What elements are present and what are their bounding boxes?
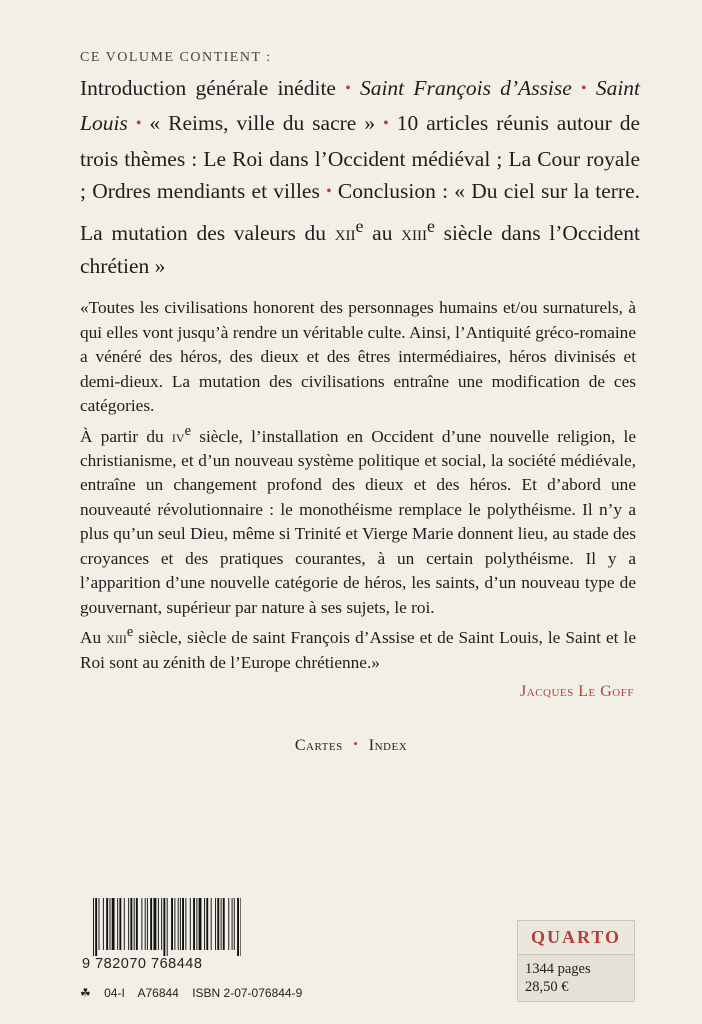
barcode-bar <box>211 898 212 950</box>
barcode-bar <box>119 898 121 950</box>
barcode-bar <box>171 898 173 950</box>
barcode-bar <box>221 898 222 950</box>
quote-author: Jacques Le Goff <box>520 683 634 700</box>
contents-list <box>80 72 640 282</box>
feature-index: Index <box>368 737 408 754</box>
barcode <box>93 898 241 956</box>
barcode-bar <box>95 898 97 956</box>
barcode-bar <box>130 898 132 950</box>
barcode-bar <box>199 898 202 950</box>
barcode-bar <box>103 898 104 950</box>
quarto-box <box>517 920 635 1002</box>
bullet-icon: • <box>581 80 587 97</box>
barcode-bar <box>237 898 239 956</box>
barcode-bar <box>240 898 241 956</box>
collection-label: QUARTO <box>518 921 634 955</box>
feature-maps: Cartes <box>294 737 343 754</box>
barcode-bar <box>145 898 146 950</box>
barcode-bar <box>223 898 225 950</box>
bullet-icon: • <box>135 115 142 133</box>
barcode-bar <box>112 898 115 950</box>
bullet-icon: • <box>383 115 389 133</box>
barcode-bar <box>134 898 135 950</box>
code-1: 04-I <box>104 986 125 1000</box>
page-count: 1344 pages <box>525 961 591 977</box>
contents-header: CE VOLUME CONTIENT : <box>80 50 272 65</box>
bullet-icon: • <box>345 80 351 97</box>
barcode-bar <box>217 898 219 950</box>
barcode-bar <box>204 898 205 950</box>
barcode-bar <box>182 898 184 950</box>
contents-saint-louis: Saint Louis <box>80 76 641 136</box>
barcode-bar <box>163 898 165 956</box>
barcode-bar <box>190 898 191 950</box>
barcode-bar <box>106 898 108 950</box>
barcode-bar <box>174 898 175 950</box>
barcode-bar <box>167 898 168 956</box>
barcode-bar <box>180 898 181 950</box>
contents-articles: 10 articles réunis autour de trois thèmes : Le Roi dans l’Occident médiéval ; La Cour royale ; Ordres mendiants et villes <box>80 111 641 203</box>
barcode-bar <box>206 898 208 950</box>
barcode-bar <box>215 898 216 950</box>
quote-paragraph-3: Au xiii$^e$ siècle, siècle de saint François d’Assise et de Saint Louis, le Saint et le Roi sont au zénith de l’Europe chrétienne.» <box>80 624 636 672</box>
barcode-bar <box>178 898 179 950</box>
barcode-bar <box>150 898 152 950</box>
barcode-bar <box>128 898 129 950</box>
contents-reims: « Reims, ville du sacre » <box>149 111 376 136</box>
barcode-bar <box>196 898 197 950</box>
barcode-number: 9 782070 768448 <box>82 956 203 972</box>
barcode-bar <box>185 898 186 950</box>
isbn-number: ISBN 2-07-076844-9 <box>192 986 303 1000</box>
bullet-icon: • <box>353 736 359 751</box>
barcode-bar <box>234 898 235 950</box>
barcode-bar <box>136 898 138 950</box>
barcode-bar <box>99 898 100 950</box>
features-line <box>0 737 702 755</box>
barcode-bar <box>232 898 233 950</box>
barcode-bar <box>93 898 94 956</box>
barcode-bar <box>228 898 229 950</box>
barcode-bar <box>161 898 162 950</box>
quote-paragraph-1: «Toutes les civilisations honorent des personnages humains et/ou surnaturels, à qui elles vont jusqu’à rendre un véritable culte. Ainsi, l’Antiquité gréco-romaine a vénéré des héros, des dieux et des êtres intermédiaires, héros divinisés et demi-dieux. La mutation des civilisations entraîne une modification de ces catégories. <box>80 298 636 415</box>
barcode-bar <box>141 898 142 950</box>
barcode-bar <box>124 898 125 950</box>
barcode-bar <box>110 898 111 950</box>
contents-saint-francois: Saint François d’Assise <box>359 76 572 100</box>
contents-conclusion: Conclusion : « Du ciel sur la terre. La mutation des valeurs du xii$^e$ au xiii$^e$ siècle dans l’Occident chrétien » <box>80 178 641 278</box>
bullet-icon: • <box>326 182 332 200</box>
barcode-bar <box>193 898 195 950</box>
isbn-line <box>80 986 312 1000</box>
barcode-bar <box>117 898 118 950</box>
contents-intro: Introduction générale inédite <box>80 76 336 100</box>
publisher-logo-icon: ☘ <box>80 986 91 1000</box>
barcode-bar <box>158 898 159 950</box>
barcode-bar <box>147 898 148 950</box>
barcode-bar <box>154 898 157 950</box>
code-2: A76844 <box>137 986 179 1000</box>
back-cover-quote <box>80 296 636 675</box>
quote-paragraph-2: À partir du $iv^e$ siècle, l’installation en Occident d’une nouvelle religion, le christianisme, et d’un nouveau système politique et social, la société médiévale, entraîne un changement profond des dieux et des héros. Et d’abord une nouveauté révolutionnaire : le monothéisme remplace le polythéisme. Il n’y a plus qu’un seul Dieu, même si Trinité et Vierge Marie donnent lieu, au stade des croyances et des pratiques courantes, à un certain polythéisme. Il y a l’apparition d’une nouvelle catégorie de héros, les saints, d’un nouveau type de gouvernant, supérieur par nature à ses sujets, le roi. <box>80 422 636 617</box>
price: 28,50 € <box>525 979 569 995</box>
